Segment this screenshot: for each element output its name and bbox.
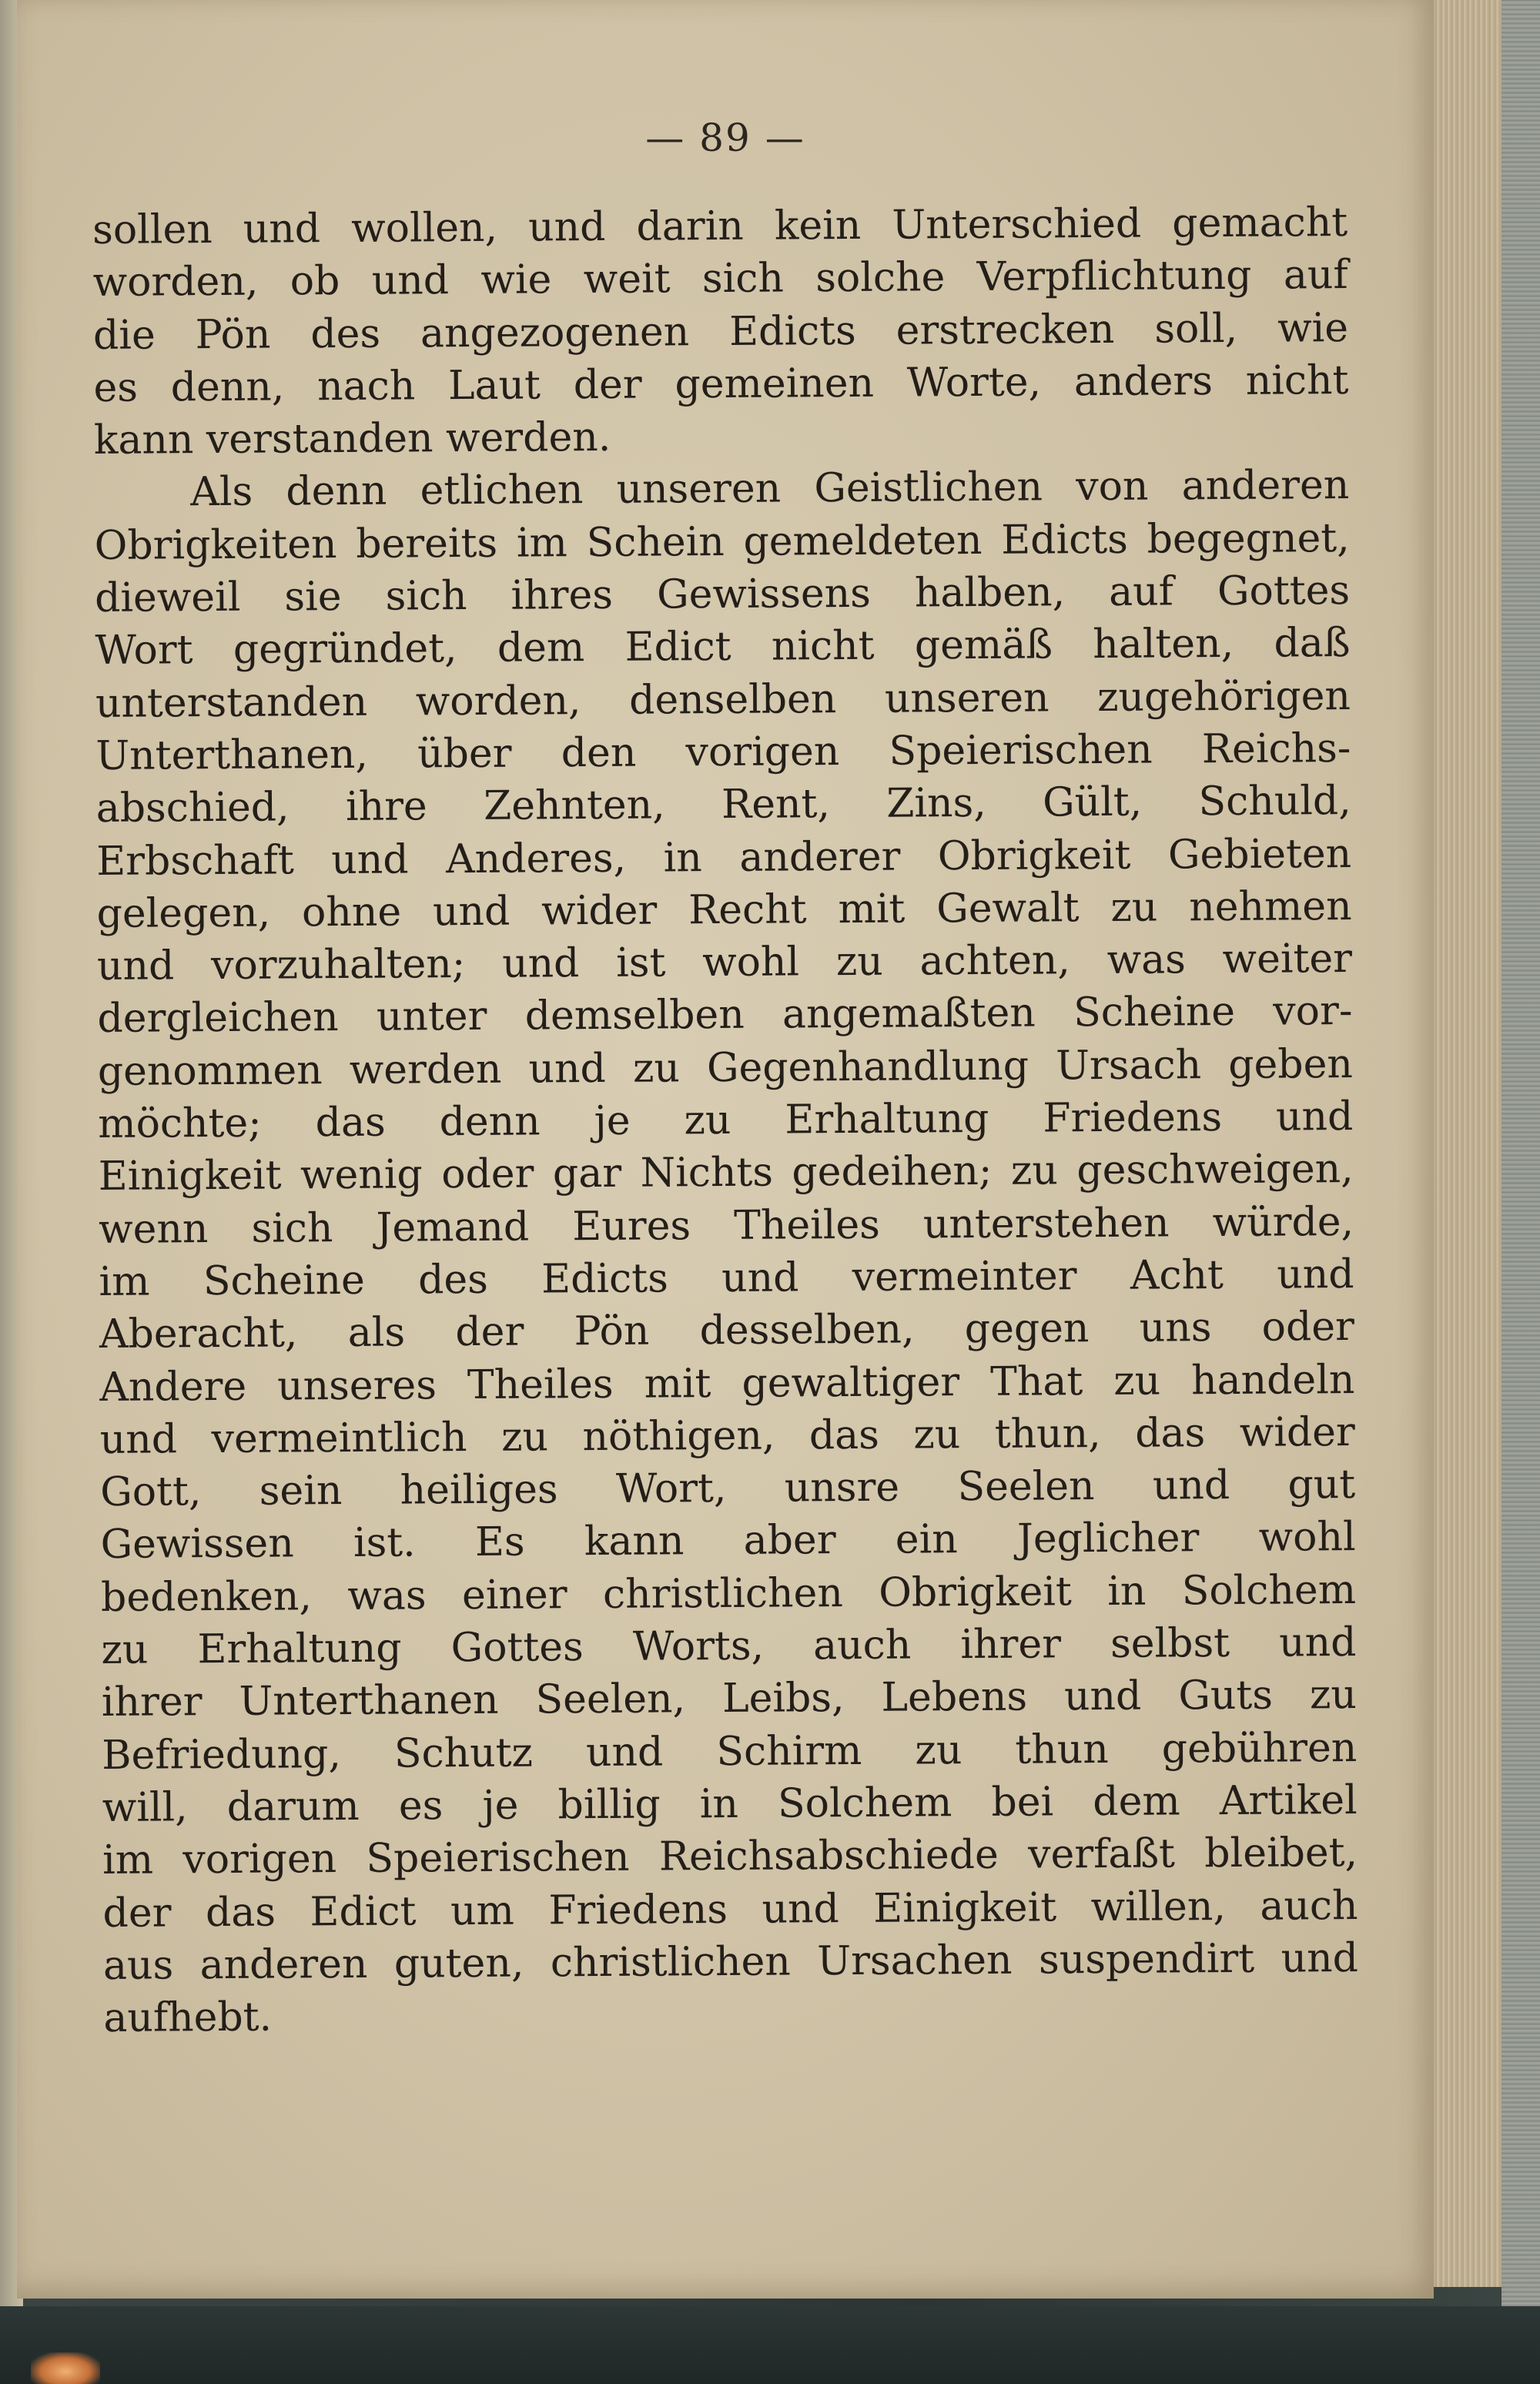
text-line: genommen werden und zu Gegenhandlung Ursach geben	[97, 1040, 1354, 1095]
text-line: im Scheine des Edicts und vermeinter Acht und	[99, 1251, 1354, 1305]
text-line: die Pön des angezogenen Edicts erstrecken soll, wie	[92, 304, 1349, 359]
text-line: und vorzuhalten; und ist wohl zu achten, was weiter	[96, 936, 1353, 990]
text-line: aufhebt.	[103, 1994, 273, 2042]
text-line: bedenken, was einer christlichen Obrigkeit in Solchem	[100, 1566, 1357, 1621]
light-reflection	[31, 2352, 100, 2384]
text-line: ihrer Unterthanen Seelen, Leibs, Lebens und Guts zu	[101, 1672, 1358, 1726]
text-line: Gott, sein heiliges Wort, unsre Seelen und gut	[100, 1462, 1356, 1516]
text-line: dergleichen unter demselben angemaßten Scheine vor-	[97, 988, 1353, 1043]
text-line: aus anderen guten, christlichen Ursachen suspendirt und	[102, 1934, 1359, 1989]
text-line: worden, ob und wie weit sich solche Verpflichtung auf	[92, 252, 1348, 306]
text-line: gelegen, ohne und wider Recht mit Gewalt zu nehmen	[96, 882, 1352, 937]
text-line: zu Erhaltung Gottes Worts, auch ihrer selbst und	[101, 1619, 1357, 1673]
text-line: unterstanden worden, denselben unseren zugehörigen	[95, 672, 1351, 727]
text-line: dieweil sie sich ihres Gewissens halben, auf Gottes	[94, 568, 1351, 622]
text-line: Erbschaft und Anderes, in anderer Obrigkeit Gebieten	[96, 830, 1352, 885]
body-text	[92, 196, 1359, 2044]
text-line: Befriedung, Schutz und Schirm zu thun gebühren	[102, 1724, 1358, 1779]
text-line: Gewissen ist. Es kann aber ein Jeglicher wohl	[100, 1514, 1356, 1569]
text-line: sollen und wollen, und darin kein Unterschied gemacht	[92, 199, 1348, 253]
text-line: Wort gegründet, dem Edict nicht gemäß halten, daß	[95, 620, 1351, 675]
text-line: Unterthanen, über den vorigen Speierischen Reichs-	[95, 725, 1351, 779]
text-line: kann verstanden werden.	[93, 414, 611, 464]
text-line: wenn sich Jemand Eures Theiles unterstehen würde,	[98, 1198, 1354, 1253]
text-line: Obrigkeiten bereits im Schein gemeldeten Edicts begegnet,	[94, 514, 1350, 569]
text-line: will, darum es je billig in Solchem bei dem Artikel	[102, 1776, 1358, 1831]
background-cloth	[1502, 0, 1540, 2384]
text-line: der das Edict um Friedens und Einigkeit willen, auch	[102, 1882, 1358, 1937]
page-number: — 89 —	[645, 116, 805, 160]
book-page	[17, 0, 1434, 2299]
text-line: und vermeintlich zu nöthigen, das zu thun, das wider	[99, 1408, 1355, 1463]
text-line: abschied, ihre Zehnten, Rent, Zins, Gült, Schuld,	[95, 778, 1351, 832]
text-line: Als denn etlichen unseren Geistlichen von anderen	[190, 462, 1350, 516]
text-line: möchte; das denn je zu Erhaltung Friedens und	[98, 1093, 1354, 1148]
text-line: Aberacht, als der Pön desselben, gegen uns oder	[99, 1304, 1355, 1358]
text-line: im vorigen Speierischen Reichsabschiede verfaßt bleibet,	[102, 1830, 1358, 1884]
text-line: es denn, nach Laut der gemeinen Worte, anders nicht	[93, 357, 1349, 411]
text-line: Andere unseres Theiles mit gewaltiger That zu handeln	[99, 1356, 1355, 1411]
text-line: Einigkeit wenig oder gar Nichts gedeihen; zu geschweigen,	[98, 1146, 1354, 1200]
table-surface	[0, 2306, 1540, 2384]
